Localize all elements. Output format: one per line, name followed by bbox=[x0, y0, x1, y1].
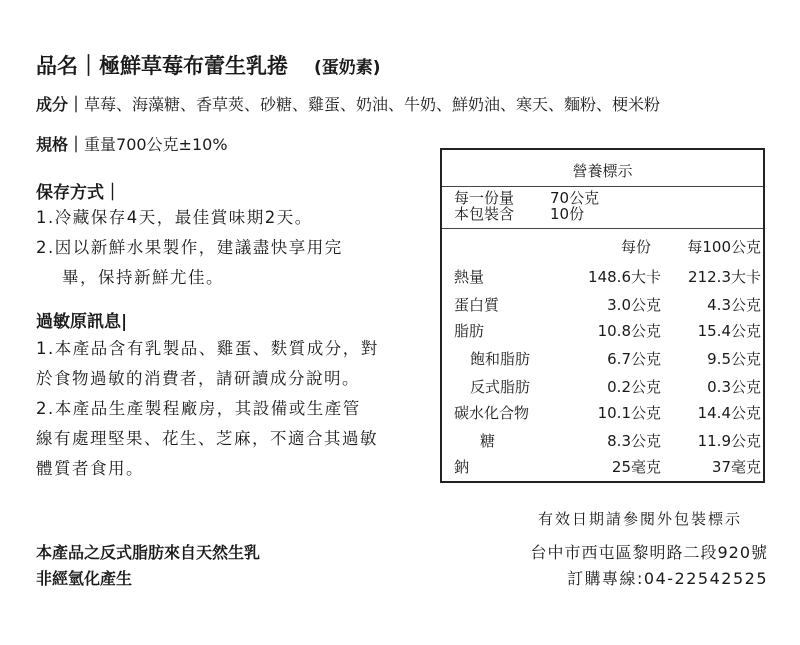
row-per-100g: 4.3公克 bbox=[707, 296, 761, 314]
nutrition-table bbox=[440, 148, 765, 483]
servings: 10份 bbox=[550, 205, 585, 223]
divider bbox=[442, 186, 763, 187]
row-per-serving: 25毫克 bbox=[611, 458, 661, 476]
ingredients-label: 成分｜ bbox=[36, 95, 85, 114]
allergen-heading: 過敏原訊息| bbox=[36, 312, 128, 332]
row-name: 反式脂肪 bbox=[470, 378, 531, 396]
servings-label: 本包裝含 bbox=[454, 205, 515, 223]
serving-size: 70公克 bbox=[550, 189, 600, 207]
row-name: 熱量 bbox=[454, 268, 485, 286]
order-hotline: 訂購專線:04-22542525 bbox=[567, 569, 768, 588]
trans-fat-note-2: 非經氫化產生 bbox=[36, 569, 133, 588]
row-per-serving: 6.7公克 bbox=[607, 350, 661, 368]
storage-line-2: 2.因以新鮮水果製作，建議盡快享用完 bbox=[36, 238, 343, 257]
row-per-serving: 10.8公克 bbox=[597, 322, 661, 340]
storage-line-3: 畢，保持新鮮尤佳。 bbox=[62, 268, 224, 287]
row-per-100g: 37毫克 bbox=[711, 458, 761, 476]
row-per-100g: 9.5公克 bbox=[707, 350, 761, 368]
product-name: 極鮮草莓布蕾生乳捲 bbox=[99, 54, 288, 78]
col-per-serving: 每份 bbox=[620, 238, 651, 256]
trans-fat-note-1: 本產品之反式脂肪來自天然生乳 bbox=[36, 543, 261, 562]
row-per-100g: 14.4公克 bbox=[697, 404, 761, 422]
row-name: 蛋白質 bbox=[454, 296, 500, 314]
expiry-note: 有效日期請參閱外包裝標示 bbox=[537, 510, 742, 528]
row-per-100g: 15.4公克 bbox=[697, 322, 761, 340]
row-per-serving: 148.6大卡 bbox=[588, 268, 661, 286]
storage-line-1: 1.冷藏保存4天，最佳賞味期2天。 bbox=[36, 208, 313, 227]
allergen-line-4: 線有處理堅果、花生、芝麻，不適合其過敏 bbox=[36, 429, 378, 448]
spec-label: 規格｜ bbox=[36, 135, 85, 154]
storage-heading: 保存方式｜ bbox=[36, 183, 121, 203]
col-per-100g: 每100公克 bbox=[687, 238, 761, 256]
ingredients-line bbox=[36, 92, 660, 115]
row-per-serving: 3.0公克 bbox=[607, 296, 661, 314]
row-name: 糖 bbox=[480, 432, 496, 450]
divider bbox=[442, 228, 763, 229]
row-name: 脂肪 bbox=[454, 322, 485, 340]
product-name-label: 品名｜ bbox=[36, 54, 99, 78]
row-per-serving: 10.1公克 bbox=[597, 404, 661, 422]
row-per-serving: 8.3公克 bbox=[607, 432, 661, 450]
row-name: 碳水化合物 bbox=[454, 404, 530, 422]
allergen-line-5: 體質者食用。 bbox=[36, 459, 144, 478]
diet-type: (蛋奶素) bbox=[314, 58, 381, 78]
ingredients-text: 草莓、海藻糖、香草莢、砂糖、雞蛋、奶油、牛奶、鮮奶油、寒天、麵粉、梗米粉 bbox=[84, 95, 661, 114]
allergen-line-3: 2.本產品生產製程廠房，其設備或生產管 bbox=[36, 399, 361, 418]
row-per-serving: 0.2公克 bbox=[607, 378, 661, 396]
row-per-100g: 212.3大卡 bbox=[688, 268, 761, 286]
nutrition-title: 營養標示 bbox=[572, 162, 633, 180]
row-per-100g: 0.3公克 bbox=[707, 378, 761, 396]
allergen-line-2: 於食物過敏的消費者，請研讀成分說明。 bbox=[36, 369, 360, 388]
product-name-line bbox=[36, 50, 381, 80]
row-per-100g: 11.9公克 bbox=[697, 432, 761, 450]
serving-size-label: 每一份量 bbox=[454, 189, 515, 207]
row-name: 鈉 bbox=[454, 458, 470, 476]
row-name: 飽和脂肪 bbox=[470, 350, 531, 368]
company-address: 台中市西屯區黎明路二段920號 bbox=[530, 543, 768, 562]
spec-line bbox=[36, 132, 228, 155]
allergen-line-1: 1.本產品含有乳製品、雞蛋、麩質成分，對 bbox=[36, 339, 379, 358]
spec-text: 重量700公克±10% bbox=[84, 135, 228, 154]
